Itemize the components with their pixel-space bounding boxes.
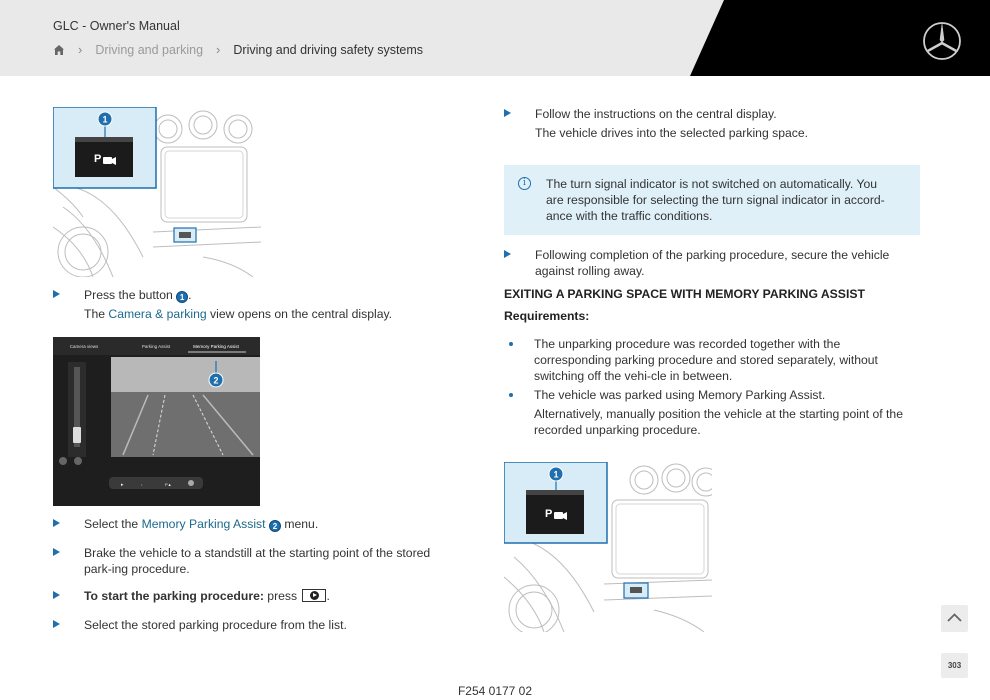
play-button-icon <box>302 589 326 602</box>
chevron-right-icon: › <box>216 42 221 57</box>
display-bar-label: P▲ <box>165 482 172 487</box>
callout-badge-1: 1 <box>176 291 188 303</box>
chevron-right-icon: › <box>78 42 83 57</box>
bullet-text: The vehicle was parked using Memory Parking Assist. <box>534 388 826 402</box>
step-bold-text: To start the parking procedure: <box>84 589 264 603</box>
camera-parking-link[interactable]: Camera & parking <box>108 307 207 321</box>
tab-parking-assist[interactable]: Parking Assist <box>141 344 171 349</box>
step-arrow-icon <box>53 548 60 556</box>
step-arrow-icon <box>53 290 60 298</box>
step-arrow-icon <box>504 109 511 117</box>
tab-memory-parking-assist[interactable]: Memory Parking Assist <box>193 344 239 349</box>
bullet-dot <box>509 393 513 397</box>
step-arrow-icon <box>53 620 60 628</box>
image-marker-1: 1 <box>102 114 108 125</box>
step-text: Select the stored parking procedure from the list. <box>84 618 347 632</box>
requirements-label: Requirements: <box>504 309 590 323</box>
page-number-badge[interactable]: 303 <box>941 653 968 678</box>
svg-text:•: • <box>141 482 143 487</box>
step-brake-vehicle <box>53 545 463 577</box>
camera-display-screenshot <box>53 337 260 506</box>
info-icon: i <box>518 177 531 190</box>
app-title: GLC - Owner's Manual <box>53 19 180 33</box>
step-suffix: menu. <box>284 517 319 531</box>
step-select-stored <box>53 617 463 633</box>
svg-text:▸: ▸ <box>121 482 124 488</box>
requirement-bullet-1 <box>504 336 920 384</box>
step-text: Following completion of the parking procedure, secure the vehicle against rolling away. <box>535 248 890 278</box>
dashboard-illustration-1 <box>53 107 261 277</box>
step-text: Press the button <box>84 288 173 302</box>
step-text: press <box>267 589 298 603</box>
brand-star-logo[interactable] <box>922 21 962 61</box>
callout-badge-2: 2 <box>269 520 281 532</box>
info-note <box>504 165 920 235</box>
result-text: The <box>84 307 106 321</box>
breadcrumb-current: Driving and driving safety systems <box>233 42 424 57</box>
dashboard-illustration-2 <box>504 462 712 632</box>
scroll-to-top-button[interactable] <box>941 605 968 632</box>
step-text: Follow the instructions on the central display. <box>535 107 777 121</box>
step-press-button <box>53 287 463 322</box>
section-heading: EXITING A PARKING SPACE WITH MEMORY PARKING ASSIST <box>504 287 865 301</box>
bullet-dot <box>509 342 513 346</box>
svg-text:P: P <box>94 153 102 165</box>
step-arrow-icon <box>504 250 511 258</box>
bullet-subtext: Alternatively, manually position the vehicle at the starting point of the recorded unparking procedure. <box>534 407 903 437</box>
breadcrumb <box>53 42 423 57</box>
note-text: The turn signal indicator is not switched on automatically. You are responsible for selecting the turn signal indicator in accord-ance with the traffic conditions. <box>546 177 885 223</box>
step-arrow-icon <box>53 591 60 599</box>
bullet-text: The unparking procedure was recorded together with the corresponding parking procedure and stored separately, without switching off the vehi-cle in between. <box>534 337 878 383</box>
home-icon[interactable] <box>53 44 65 56</box>
image-code: F254 0177 02 <box>457 684 533 698</box>
step-text: Brake the vehicle to a standstill at the starting point of the stored park-ing procedure. <box>84 546 431 576</box>
step-select-menu <box>53 516 463 532</box>
step-start-parking <box>53 588 463 604</box>
breadcrumb-link[interactable]: Driving and parking <box>95 42 204 57</box>
tab-camera-views[interactable]: Camera views <box>69 344 99 349</box>
memory-parking-assist-link[interactable]: Memory Parking Assist <box>141 517 266 531</box>
screen-marker-2: 2 <box>213 375 219 386</box>
result-text: The vehicle drives into the selected parking space. <box>535 126 809 140</box>
step-follow-instructions <box>504 106 920 141</box>
requirement-bullet-2 <box>504 387 920 438</box>
step-suffix: . <box>188 288 192 302</box>
header <box>0 0 990 76</box>
step-text: Select the <box>84 517 139 531</box>
result-text-suffix: view opens on the central display. <box>210 307 393 321</box>
step-arrow-icon <box>53 519 60 527</box>
step-suffix: . <box>326 589 330 603</box>
svg-text:P: P <box>545 508 553 520</box>
image-marker-1: 1 <box>553 469 559 480</box>
chevron-up-icon <box>941 605 968 632</box>
step-secure-vehicle <box>504 247 920 279</box>
